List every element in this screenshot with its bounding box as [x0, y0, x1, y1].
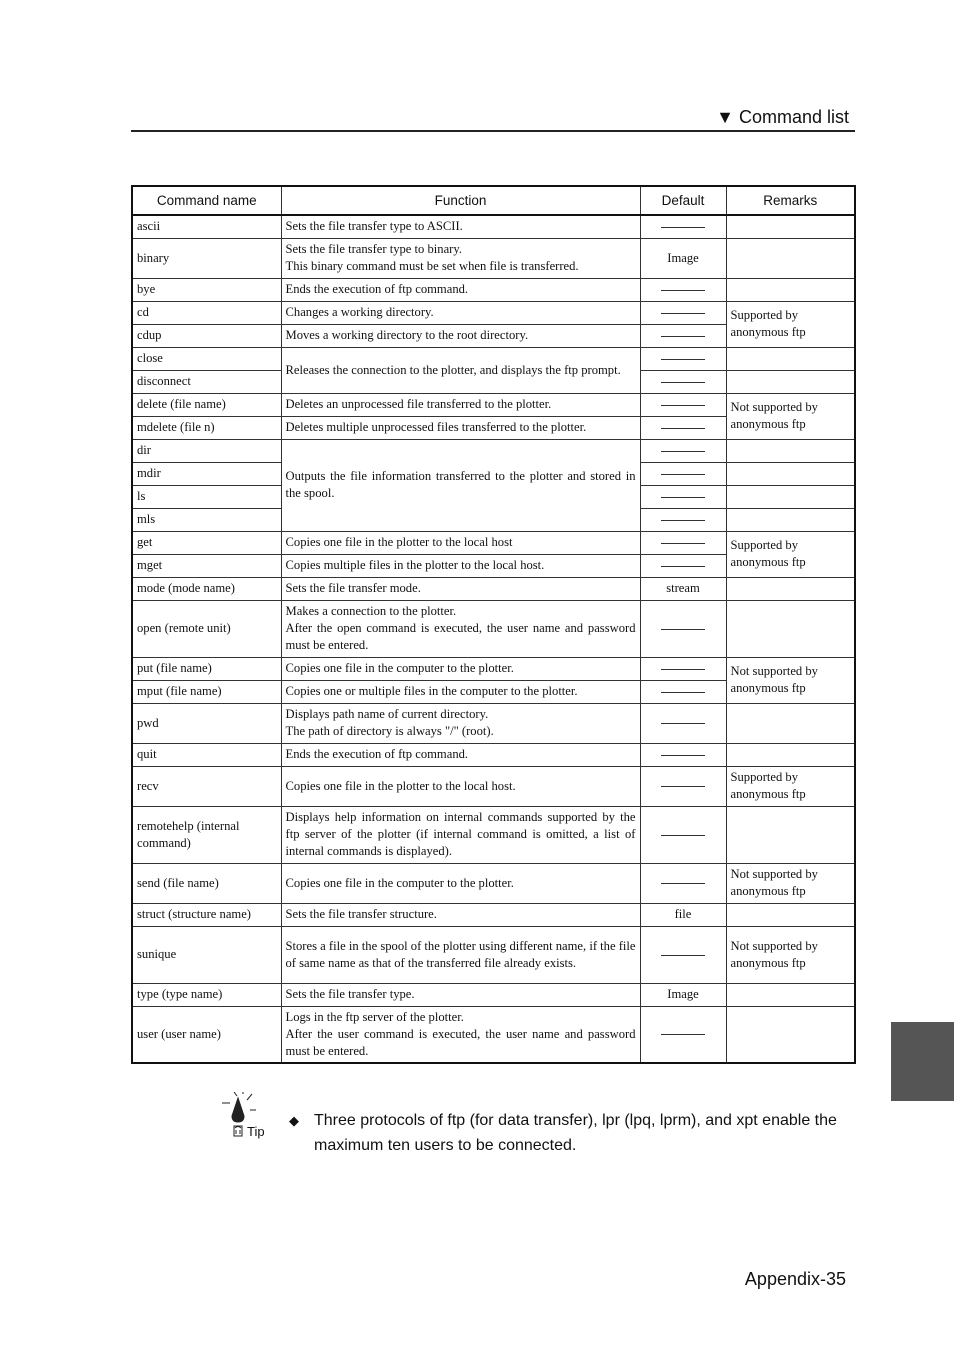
command-name-cell: send (file name)	[132, 863, 281, 903]
remarks-cell: Supported by anonymous ftp	[726, 531, 855, 577]
dash-line-icon	[661, 451, 705, 452]
table-row	[132, 238, 855, 278]
dash-line-icon	[661, 227, 705, 228]
tip-label: Tip	[247, 1124, 265, 1139]
default-cell	[640, 278, 726, 301]
command-name-cell: put (file name)	[132, 657, 281, 680]
function-text-line: Copies one file in the computer to the plotter.	[285, 875, 514, 890]
remarks-cell	[726, 743, 855, 766]
dash-line-icon	[661, 955, 705, 956]
function-text-line: Sets the file transfer type to ASCII.	[285, 219, 463, 234]
remarks-cell: Supported by anonymous ftp	[726, 766, 855, 806]
dash-line-icon	[661, 566, 705, 567]
default-cell	[640, 554, 726, 577]
command-name-cell: close	[132, 347, 281, 370]
default-cell	[640, 926, 726, 983]
dash-line-icon	[661, 313, 705, 314]
function-cell	[281, 766, 640, 806]
remarks-cell	[726, 600, 855, 657]
function-cell	[281, 903, 640, 926]
function-text-line: Sets the file transfer mode.	[285, 581, 421, 595]
dash-line-icon	[661, 669, 705, 670]
table-row	[132, 703, 855, 743]
default-cell: Image	[640, 238, 726, 278]
remarks-cell	[726, 703, 855, 743]
page-number: Appendix-35	[744, 1269, 846, 1289]
function-text-line: Ends the execution of ftp command.	[285, 282, 469, 296]
function-cell	[281, 416, 640, 439]
function-text-line: Deletes an unprocessed file transferred to the plotter.	[285, 397, 552, 411]
default-cell	[640, 508, 726, 531]
table-row	[132, 600, 855, 657]
dash-line-icon	[661, 405, 705, 406]
page-header-title: ▼ Command list	[716, 107, 849, 127]
table-row	[132, 531, 855, 554]
remarks-cell	[726, 577, 855, 600]
function-cell	[281, 531, 640, 554]
header-command-name: Command name	[132, 186, 281, 215]
function-text-line: Sets the file transfer type.	[285, 987, 415, 1001]
function-cell	[281, 554, 640, 577]
function-text-line: Deletes multiple unprocessed files transferred to the plotter.	[285, 420, 587, 434]
dash-line-icon	[661, 359, 705, 360]
table-row	[132, 1006, 855, 1063]
default-cell: stream	[640, 577, 726, 600]
dash-line-icon	[661, 755, 705, 756]
default-cell	[640, 766, 726, 806]
function-text-line: Copies one file in the computer to the plotter.	[285, 661, 514, 675]
function-text-line: Copies one file in the plotter to the local host.	[285, 778, 516, 793]
default-cell	[640, 370, 726, 393]
command-name-cell: ascii	[132, 215, 281, 238]
remarks-cell	[726, 462, 855, 485]
dash-line-icon	[661, 786, 705, 787]
remarks-cell	[726, 983, 855, 1006]
table-row	[132, 347, 855, 370]
default-cell	[640, 347, 726, 370]
default-cell	[640, 531, 726, 554]
table-row	[132, 863, 855, 903]
remarks-cell: Not supported by anonymous ftp	[726, 863, 855, 903]
remarks-cell	[726, 903, 855, 926]
default-cell	[640, 1006, 726, 1063]
chapter-side-tab	[891, 1022, 954, 1101]
function-text-line: After the user command is executed, the user name and password must be entered.	[285, 1026, 636, 1058]
function-text-line: The path of directory is always "/" (root).	[285, 724, 494, 738]
table-row	[132, 215, 855, 238]
function-cell	[281, 439, 640, 531]
function-cell	[281, 863, 640, 903]
table-row	[132, 743, 855, 766]
command-name-cell: type (type name)	[132, 983, 281, 1006]
dash-line-icon	[661, 1034, 705, 1035]
command-name-cell: delete (file name)	[132, 393, 281, 416]
remarks-cell	[726, 215, 855, 238]
remarks-cell	[726, 238, 855, 278]
function-cell	[281, 806, 640, 863]
function-text-line: Makes a connection to the plotter.	[285, 604, 457, 618]
function-text-line: Outputs the file information transferred to the plotter and stored in the spool.	[285, 469, 636, 500]
dash-line-icon	[661, 835, 705, 836]
remarks-cell	[726, 439, 855, 462]
command-name-cell: cd	[132, 301, 281, 324]
function-cell	[281, 324, 640, 347]
function-text-line: This binary command must be set when file is transferred.	[285, 259, 579, 273]
remarks-cell: Supported by anonymous ftp	[726, 301, 855, 347]
function-text-line: Releases the connection to the plotter, and displays the ftp prompt.	[285, 362, 621, 377]
command-name-cell: dir	[132, 439, 281, 462]
function-cell	[281, 215, 640, 238]
default-cell	[640, 485, 726, 508]
function-text-line: Sets the file transfer type to binary.	[285, 242, 462, 256]
function-text-line: After the open command is executed, the user name and password must be entered.	[285, 621, 636, 652]
remarks-cell	[726, 485, 855, 508]
command-name-cell: ls	[132, 485, 281, 508]
command-name-cell: binary	[132, 238, 281, 278]
function-cell	[281, 926, 640, 983]
command-name-cell: struct (structure name)	[132, 903, 281, 926]
function-cell	[281, 657, 640, 680]
table-row	[132, 926, 855, 983]
default-cell	[640, 324, 726, 347]
header-remarks: Remarks	[726, 186, 855, 215]
function-cell	[281, 278, 640, 301]
table-header-row	[132, 186, 855, 215]
header-default: Default	[640, 186, 726, 215]
default-cell	[640, 657, 726, 680]
dash-line-icon	[661, 336, 705, 337]
function-text-line: Logs in the ftp server of the plotter.	[285, 1009, 464, 1024]
function-cell	[281, 680, 640, 703]
diamond-bullet-icon: ◆	[289, 1113, 299, 1128]
function-text-line: Moves a working directory to the root directory.	[285, 328, 529, 342]
command-name-cell: quit	[132, 743, 281, 766]
function-text-line: Sets the file transfer structure.	[285, 907, 437, 921]
function-cell	[281, 983, 640, 1006]
default-cell	[640, 301, 726, 324]
function-text-line: Copies multiple files in the plotter to the local host.	[285, 558, 545, 572]
command-name-cell: get	[132, 531, 281, 554]
command-name-cell: remotehelp (internal command)	[132, 806, 281, 863]
default-cell: file	[640, 903, 726, 926]
remarks-cell: Not supported by anonymous ftp	[726, 393, 855, 439]
remarks-cell	[726, 1006, 855, 1063]
command-name-cell: open (remote unit)	[132, 600, 281, 657]
function-cell	[281, 600, 640, 657]
dash-line-icon	[661, 520, 705, 521]
command-name-cell: pwd	[132, 703, 281, 743]
command-name-cell: mput (file name)	[132, 680, 281, 703]
function-cell	[281, 238, 640, 278]
default-cell	[640, 393, 726, 416]
table-row	[132, 983, 855, 1006]
default-cell: Image	[640, 983, 726, 1006]
remarks-cell: Not supported by anonymous ftp	[726, 926, 855, 983]
remarks-cell	[726, 347, 855, 370]
function-text-line: Displays path name of current directory.	[285, 707, 489, 721]
header-function: Function	[281, 186, 640, 215]
function-text-line: Copies one or multiple files in the computer to the plotter.	[285, 684, 578, 698]
default-cell	[640, 439, 726, 462]
tip-lightbulb-icon	[218, 1092, 274, 1142]
remarks-cell	[726, 806, 855, 863]
function-cell	[281, 393, 640, 416]
default-cell	[640, 416, 726, 439]
function-text-line: Ends the execution of ftp command.	[285, 747, 469, 761]
command-name-cell: disconnect	[132, 370, 281, 393]
function-text-line: Copies one file in the plotter to the local host	[285, 535, 513, 549]
remarks-cell	[726, 508, 855, 531]
function-cell	[281, 347, 640, 393]
default-cell	[640, 703, 726, 743]
function-text-line: Stores a file in the spool of the plotter using different name, if the file of same name as that of the transferred file already exists.	[285, 938, 636, 970]
command-name-cell: user (user name)	[132, 1006, 281, 1063]
dash-line-icon	[661, 290, 705, 291]
header-rule	[131, 130, 855, 132]
command-name-cell: cdup	[132, 324, 281, 347]
table-row	[132, 278, 855, 301]
default-cell	[640, 863, 726, 903]
command-name-cell: mode (mode name)	[132, 577, 281, 600]
dash-line-icon	[661, 474, 705, 475]
dash-line-icon	[661, 428, 705, 429]
command-name-cell: mls	[132, 508, 281, 531]
command-name-cell: mdelete (file n)	[132, 416, 281, 439]
command-name-cell: bye	[132, 278, 281, 301]
remarks-cell	[726, 278, 855, 301]
command-table	[131, 185, 856, 1064]
dash-line-icon	[661, 497, 705, 498]
table-row	[132, 577, 855, 600]
default-cell	[640, 462, 726, 485]
function-cell	[281, 703, 640, 743]
dash-line-icon	[661, 883, 705, 884]
function-cell	[281, 301, 640, 324]
table-row	[132, 806, 855, 863]
remarks-cell: Not supported by anonymous ftp	[726, 657, 855, 703]
dash-line-icon	[661, 543, 705, 544]
dash-line-icon	[661, 692, 705, 693]
command-name-cell: recv	[132, 766, 281, 806]
tip-note	[289, 1108, 859, 1158]
function-cell	[281, 577, 640, 600]
table-row	[132, 903, 855, 926]
table-row	[132, 657, 855, 680]
table-row	[132, 766, 855, 806]
default-cell	[640, 215, 726, 238]
function-text-line: Displays help information on internal commands supported by the ftp server of the plotter (if internal command is omitted, a list of internal commands is displayed).	[285, 810, 636, 858]
default-cell	[640, 680, 726, 703]
dash-line-icon	[661, 723, 705, 724]
tip-text: Three protocols of ftp (for data transfer), lpr (lpq, lprm), and xpt enable the maximum ten users to be connected.	[314, 1112, 837, 1154]
function-text-line: Changes a working directory.	[285, 305, 434, 319]
table-row	[132, 301, 855, 324]
function-cell	[281, 743, 640, 766]
command-name-cell: sunique	[132, 926, 281, 983]
remarks-cell	[726, 370, 855, 393]
function-cell	[281, 1006, 640, 1063]
default-cell	[640, 806, 726, 863]
table-row	[132, 393, 855, 416]
command-name-cell: mget	[132, 554, 281, 577]
dash-line-icon	[661, 382, 705, 383]
command-name-cell: mdir	[132, 462, 281, 485]
table-row	[132, 439, 855, 462]
default-cell	[640, 743, 726, 766]
default-cell	[640, 600, 726, 657]
dash-line-icon	[661, 629, 705, 630]
